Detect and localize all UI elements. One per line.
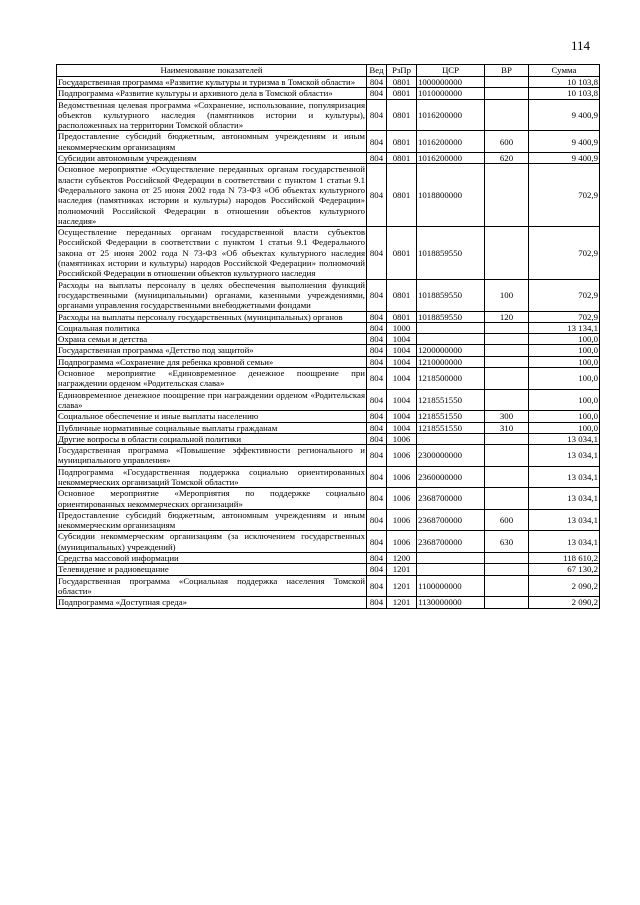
- header-vr: ВР: [485, 65, 529, 77]
- cell-name: Предоставление субсидий бюджетным, автономным учреждениям и иным некоммерческим организациям: [58, 509, 365, 531]
- cell-sum: 702,9: [529, 279, 600, 311]
- cell-sum: 2 090,2: [529, 597, 600, 608]
- cell-name: Субсидии некоммерческим организациям (за исключением государственных (муниципальных) учреждений): [58, 531, 365, 552]
- table-row: [57, 77, 600, 88]
- cell-csr: 1018859550: [417, 279, 485, 311]
- cell-rzpr: 0801: [387, 311, 417, 322]
- cell-ved: 804: [367, 153, 387, 164]
- cell-rzpr: 1006: [387, 433, 417, 444]
- cell-rzpr: 1000: [387, 322, 417, 333]
- table-row: [57, 131, 600, 153]
- cell-sum: 100,0: [529, 345, 600, 356]
- header-csr: ЦСР: [417, 65, 485, 77]
- cell-csr: 1218551550: [417, 411, 485, 422]
- header-rzpr: РзПр: [387, 65, 417, 77]
- cell-vr: 310: [485, 422, 529, 433]
- cell-vr: [485, 445, 529, 467]
- table-row: [57, 356, 600, 367]
- cell-ved: 804: [367, 466, 387, 488]
- table-row: [57, 597, 600, 608]
- cell-name: Основное мероприятие «Единовременное денежное поощрение при награждении орденом «Родительская слава»: [58, 368, 365, 389]
- cell-sum: 13 034,1: [529, 509, 600, 531]
- cell-ved: 804: [367, 356, 387, 367]
- cell-csr: 1018859550: [417, 227, 485, 279]
- cell-ved: 804: [367, 99, 387, 131]
- cell-rzpr: 1201: [387, 564, 417, 575]
- cell-name: Основное мероприятие «Мероприятия по поддержке социально ориентированных некоммерческих организаций»: [58, 488, 365, 509]
- table-row: [57, 164, 600, 227]
- cell-name: Подпрограмма «Сохранение для ребенка кровной семьи»: [57, 356, 367, 367]
- table-row: [57, 509, 600, 531]
- cell-ved: 804: [367, 311, 387, 322]
- cell-sum: 100,0: [529, 389, 600, 411]
- cell-sum: 9 400,9: [529, 153, 600, 164]
- cell-csr: 2300000000: [417, 445, 485, 467]
- cell-rzpr: 0801: [387, 153, 417, 164]
- cell-rzpr: 1004: [387, 422, 417, 433]
- cell-ved: 804: [367, 564, 387, 575]
- cell-ved: 804: [367, 164, 387, 227]
- cell-csr: 1010000000: [417, 88, 485, 99]
- header-name: Наименование показателей: [57, 65, 367, 77]
- cell-csr: [417, 322, 485, 333]
- cell-name: Охрана семьи и детства: [57, 334, 367, 345]
- table-row: [57, 466, 600, 488]
- cell-ved: 804: [367, 553, 387, 564]
- cell-name: Основное мероприятие «Осуществление переданных органам государственной власти субъектов Российской Федерации в соответствии с пунктом 1 статьи 9.1 Федерального закона от 25 июня 2002 года N 73-ФЗ «Об объектах культурного наследия (памятниках истории и культуры) народов Российской Федерации» полномочий Российской Федерации в отношении объектов культурного наследия»: [58, 164, 365, 226]
- cell-ved: 804: [367, 531, 387, 553]
- cell-ved: 804: [367, 227, 387, 279]
- table-row: [57, 411, 600, 422]
- cell-rzpr: 0801: [387, 227, 417, 279]
- cell-rzpr: 1006: [387, 531, 417, 553]
- cell-name: Субсидии автономным учреждениям: [57, 153, 367, 164]
- cell-csr: 1018800000: [417, 164, 485, 227]
- cell-rzpr: 1201: [387, 575, 417, 597]
- table-row: [57, 153, 600, 164]
- cell-rzpr: 1201: [387, 597, 417, 608]
- cell-csr: 2368700000: [417, 488, 485, 510]
- cell-sum: 702,9: [529, 227, 600, 279]
- cell-name: Социальное обеспечение и иные выплаты населению: [57, 411, 367, 422]
- cell-sum: 702,9: [529, 164, 600, 227]
- cell-sum: 67 130,2: [529, 564, 600, 575]
- cell-sum: 9 400,9: [529, 131, 600, 153]
- table-row: [57, 311, 600, 322]
- cell-csr: [417, 334, 485, 345]
- cell-vr: [485, 488, 529, 510]
- cell-csr: 1218551550: [417, 389, 485, 411]
- cell-name: Государственная программа «Социальная поддержка населения Томской области»: [58, 575, 365, 596]
- cell-sum: 118 610,2: [529, 553, 600, 564]
- cell-sum: 100,0: [529, 334, 600, 345]
- cell-sum: 100,0: [529, 368, 600, 390]
- cell-ved: 804: [367, 279, 387, 311]
- cell-rzpr: 0801: [387, 131, 417, 153]
- cell-sum: 13 034,1: [529, 531, 600, 553]
- table-body: [57, 77, 600, 609]
- cell-vr: [485, 389, 529, 411]
- page-number: 114: [570, 38, 590, 53]
- cell-ved: 804: [367, 575, 387, 597]
- cell-name: Осуществление переданных органам государственной власти субъектов Российской Федерации в соответствии с пунктом 1 статьи 9.1 Федерального закона от 25 июня 2002 года N 73-ФЗ «Об объектах культурного наследия (памятниках истории и культуры) народов Российской Федерации» полномочий Российской Федерации в отношении объектов культурного наследия: [58, 227, 365, 279]
- cell-csr: 2360000000: [417, 466, 485, 488]
- cell-csr: 1210000000: [417, 356, 485, 367]
- cell-sum: 100,0: [529, 411, 600, 422]
- cell-name: Расходы на выплаты персоналу в целях обеспечения выполнения функций государственными (муниципальными) органами, казенными учреждениями, органами управления государственными внебюджетными фондами: [58, 279, 365, 311]
- table-row: [57, 99, 600, 131]
- cell-vr: [485, 345, 529, 356]
- cell-vr: [485, 77, 529, 88]
- cell-ved: 804: [367, 77, 387, 88]
- cell-rzpr: 0801: [387, 88, 417, 99]
- cell-vr: [485, 88, 529, 99]
- cell-ved: 804: [367, 488, 387, 510]
- cell-name: Государственная программа «Развитие культуры и туризма в Томской области»: [57, 77, 367, 88]
- cell-vr: [485, 164, 529, 227]
- cell-csr: [417, 433, 485, 444]
- cell-sum: 10 103,8: [529, 88, 600, 99]
- cell-vr: 620: [485, 153, 529, 164]
- cell-vr: [485, 564, 529, 575]
- cell-vr: [485, 368, 529, 390]
- cell-rzpr: 1006: [387, 488, 417, 510]
- table-header-row: [57, 65, 600, 77]
- cell-rzpr: 0801: [387, 99, 417, 131]
- cell-vr: 100: [485, 279, 529, 311]
- table-row: [57, 227, 600, 279]
- cell-rzpr: 1006: [387, 466, 417, 488]
- cell-sum: 2 090,2: [529, 575, 600, 597]
- cell-name: Подпрограмма «Государственная поддержка социально ориентированных некоммерческих организаций Томской области»: [58, 466, 365, 487]
- cell-csr: 1016200000: [417, 153, 485, 164]
- cell-sum: 13 134,1: [529, 322, 600, 333]
- cell-rzpr: 0801: [387, 279, 417, 311]
- cell-ved: 804: [367, 433, 387, 444]
- budget-table: [56, 64, 600, 609]
- cell-vr: 120: [485, 311, 529, 322]
- cell-ved: 804: [367, 389, 387, 411]
- cell-ved: 804: [367, 131, 387, 153]
- cell-name: Другие вопросы в области социальной политики: [57, 433, 367, 444]
- cell-rzpr: 1004: [387, 334, 417, 345]
- cell-csr: 1018859550: [417, 311, 485, 322]
- cell-rzpr: 0801: [387, 164, 417, 227]
- cell-ved: 804: [367, 322, 387, 333]
- cell-ved: 804: [367, 411, 387, 422]
- cell-vr: [485, 99, 529, 131]
- cell-sum: 13 034,1: [529, 445, 600, 467]
- cell-sum: 13 034,1: [529, 433, 600, 444]
- cell-rzpr: 0801: [387, 77, 417, 88]
- cell-csr: [417, 564, 485, 575]
- table-row: [57, 445, 600, 467]
- cell-sum: 702,9: [529, 311, 600, 322]
- cell-rzpr: 1004: [387, 356, 417, 367]
- table-row: [57, 345, 600, 356]
- cell-vr: [485, 553, 529, 564]
- cell-rzpr: 1004: [387, 411, 417, 422]
- cell-ved: 804: [367, 88, 387, 99]
- cell-vr: [485, 356, 529, 367]
- cell-name: Ведомственная целевая программа «Сохранение, использование, популяризация объектов культурного наследия (памятников истории и культуры), расположенных на территории Томской области»: [58, 99, 365, 131]
- cell-name: Единовременное денежное поощрение при награждении орденом «Родительская слава»: [58, 389, 365, 410]
- table-row: [57, 531, 600, 553]
- cell-rzpr: 1006: [387, 509, 417, 531]
- cell-name: Расходы на выплаты персоналу государственных (муниципальных) органов: [57, 311, 367, 322]
- cell-ved: 804: [367, 445, 387, 467]
- table-row: [57, 322, 600, 333]
- cell-rzpr: 1006: [387, 445, 417, 467]
- cell-rzpr: 1004: [387, 389, 417, 411]
- cell-vr: 630: [485, 531, 529, 553]
- cell-name: Государственная программа «Детство под защитой»: [57, 345, 367, 356]
- cell-ved: 804: [367, 422, 387, 433]
- table-row: [57, 334, 600, 345]
- header-ved: Вед: [367, 65, 387, 77]
- cell-vr: [485, 597, 529, 608]
- table-row: [57, 422, 600, 433]
- table-row: [57, 368, 600, 390]
- cell-vr: [485, 334, 529, 345]
- cell-vr: [485, 322, 529, 333]
- cell-vr: 600: [485, 131, 529, 153]
- cell-name: Публичные нормативные социальные выплаты гражданам: [57, 422, 367, 433]
- cell-sum: 13 034,1: [529, 488, 600, 510]
- cell-ved: 804: [367, 597, 387, 608]
- cell-ved: 804: [367, 509, 387, 531]
- cell-csr: 2368700000: [417, 531, 485, 553]
- cell-name: Подпрограмма «Развитие культуры и архивного дела в Томской области»: [57, 88, 367, 99]
- table-row: [57, 279, 600, 311]
- cell-csr: 1016200000: [417, 131, 485, 153]
- cell-csr: 1000000000: [417, 77, 485, 88]
- cell-csr: 1100000000: [417, 575, 485, 597]
- cell-sum: 13 034,1: [529, 466, 600, 488]
- cell-rzpr: 1004: [387, 345, 417, 356]
- cell-name: Социальная политика: [57, 322, 367, 333]
- table-row: [57, 389, 600, 411]
- table-row: [57, 553, 600, 564]
- cell-sum: 9 400,9: [529, 99, 600, 131]
- cell-name: Предоставление субсидий бюджетным, автономным учреждениям и иным некоммерческим организациям: [58, 131, 365, 152]
- cell-ved: 804: [367, 345, 387, 356]
- cell-rzpr: 1200: [387, 553, 417, 564]
- cell-csr: 1200000000: [417, 345, 485, 356]
- cell-vr: [485, 466, 529, 488]
- cell-vr: [485, 227, 529, 279]
- cell-name: Подпрограмма «Доступная среда»: [57, 597, 367, 608]
- cell-csr: 1218551550: [417, 422, 485, 433]
- table-row: [57, 433, 600, 444]
- cell-csr: 1130000000: [417, 597, 485, 608]
- cell-vr: 600: [485, 509, 529, 531]
- cell-vr: 300: [485, 411, 529, 422]
- cell-name: Средства массовой информации: [57, 553, 367, 564]
- table-row: [57, 488, 600, 510]
- cell-csr: 1218500000: [417, 368, 485, 390]
- table-row: [57, 88, 600, 99]
- cell-name: Государственная программа «Повышение эффективности регионального и муниципального управления»: [58, 445, 365, 466]
- cell-vr: [485, 433, 529, 444]
- cell-csr: 1016200000: [417, 99, 485, 131]
- header-sum: Сумма: [529, 65, 600, 77]
- cell-sum: 10 103,8: [529, 77, 600, 88]
- cell-sum: 100,0: [529, 422, 600, 433]
- table-row: [57, 564, 600, 575]
- cell-csr: [417, 553, 485, 564]
- cell-csr: 2368700000: [417, 509, 485, 531]
- cell-name: Телевидение и радиовещание: [57, 564, 367, 575]
- cell-ved: 804: [367, 368, 387, 390]
- table-row: [57, 575, 600, 597]
- cell-rzpr: 1004: [387, 368, 417, 390]
- cell-vr: [485, 575, 529, 597]
- cell-sum: 100,0: [529, 356, 600, 367]
- cell-ved: 804: [367, 334, 387, 345]
